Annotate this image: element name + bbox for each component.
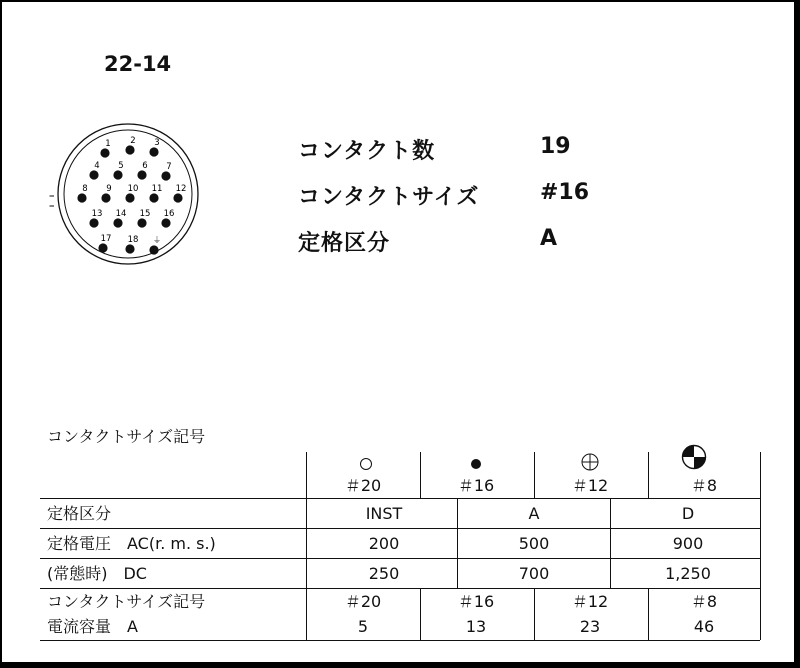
pin-contact: [137, 170, 146, 179]
connector-pin: [149, 184, 162, 203]
connector-pin: [101, 184, 111, 203]
pin-number: 11: [151, 184, 163, 194]
pin-number: 6: [142, 161, 148, 171]
cell-ac-d: 900: [672, 534, 704, 553]
pin-contact: [149, 245, 158, 254]
spec-contact-count-label: コンタクト数: [298, 139, 436, 164]
spec-contact-size-label: コンタクトサイズ: [298, 185, 480, 210]
pin-number: 12: [175, 184, 187, 194]
cell-ac-inst: 200: [368, 534, 400, 553]
header-size-16: ＃16: [457, 476, 495, 495]
pin-contact: [161, 218, 170, 227]
pin-contact: [125, 145, 134, 154]
connector-pin: [149, 138, 159, 157]
row-label-current-capacity: 電流容量 A: [47, 617, 138, 636]
connector-key-notch: [50, 196, 55, 206]
cell-size-20: ＃20: [344, 592, 382, 611]
spec-rating-class-label: 定格区分: [298, 231, 391, 256]
pin-number: 18: [127, 235, 139, 245]
pin-number: 3: [154, 138, 160, 148]
spec-contact-count-value: 19: [540, 134, 571, 159]
pin-contact: [137, 218, 146, 227]
pin-number: 13: [91, 209, 103, 219]
connector-pin: [137, 161, 147, 180]
cell-class-d: D: [681, 504, 695, 523]
connector-pin: [113, 209, 126, 228]
connector-pin: [89, 161, 99, 180]
connector-pin: [125, 136, 135, 155]
pin-contact: [77, 193, 86, 202]
row-label-contact-size: コンタクトサイズ記号: [47, 592, 206, 611]
pin-number: 17: [100, 234, 112, 244]
pin-contact: [113, 170, 122, 179]
pin-contact: [149, 147, 158, 156]
cell-class-inst: INST: [365, 504, 403, 523]
circle-filled-icon: [469, 457, 483, 471]
spec-contact-size-value: #16: [540, 180, 590, 205]
pin-contact: [100, 148, 109, 157]
pin-contact: [89, 218, 98, 227]
pin-number: 1: [105, 139, 111, 149]
cell-size-12: ＃12: [571, 592, 609, 611]
connector-pin: [77, 184, 87, 203]
pin-contact: [125, 193, 134, 202]
pin-contact: [89, 170, 98, 179]
cell-current-20: 5: [357, 617, 369, 636]
cell-current-16: 13: [465, 617, 487, 636]
part-number: 22-14: [104, 52, 172, 76]
pin-number: 10: [127, 184, 139, 194]
circle-cross-icon: [580, 452, 600, 472]
row-label-rating-class: 定格区分: [47, 504, 112, 523]
pin-contact: [149, 193, 158, 202]
connector-pin: [125, 184, 138, 203]
cell-class-a: A: [528, 504, 540, 523]
connector-pin: [113, 161, 123, 180]
pin-contact: [101, 193, 110, 202]
circle-open-icon: [359, 457, 373, 471]
pin-contact: [161, 171, 170, 180]
header-size-20: ＃20: [344, 476, 382, 495]
cell-current-12: 23: [579, 617, 601, 636]
cell-current-8: 46: [693, 617, 715, 636]
connector-pin: [100, 139, 110, 158]
pin-number: 16: [163, 209, 175, 219]
connector-pin: [149, 236, 161, 255]
cell-dc-inst: 250: [368, 564, 400, 583]
pin-number: 4: [94, 161, 100, 171]
circle-quarter-icon: [681, 444, 707, 470]
spec-rating-class-value: A: [540, 226, 558, 251]
row-label-dc-voltage: (常態時) DC: [47, 564, 147, 583]
header-size-12: ＃12: [571, 476, 609, 495]
connector-pin: [89, 209, 102, 228]
cell-size-8: ＃8: [690, 592, 718, 611]
row-label-ac-voltage: 定格電圧 AC(r. m. s.): [47, 534, 216, 553]
connector-pin: [161, 162, 171, 181]
cell-dc-a: 700: [518, 564, 550, 583]
connector-pin: [98, 234, 111, 253]
cell-ac-a: 500: [518, 534, 550, 553]
pin-number: 14: [115, 209, 127, 219]
connector-pin: [173, 184, 186, 203]
pin-number: 7: [166, 162, 172, 172]
cell-size-16: ＃16: [457, 592, 495, 611]
pin-number: 5: [118, 161, 124, 171]
connector-pin: [125, 235, 138, 254]
pin-contact: [113, 218, 122, 227]
connector-pin: [137, 209, 150, 228]
connector-face-diagram: [48, 120, 208, 270]
connector-pin: [161, 209, 174, 228]
pin-group: [77, 136, 186, 255]
pin-number: 8: [82, 184, 88, 194]
pin-number: ⏚: [152, 236, 162, 246]
pin-contact: [125, 244, 134, 253]
table-title: コンタクトサイズ記号: [47, 427, 206, 446]
pin-contact: [98, 243, 107, 252]
pin-contact: [173, 193, 182, 202]
pin-number: 9: [106, 184, 112, 194]
pin-number: 15: [139, 209, 151, 219]
cell-dc-d: 1,250: [665, 564, 711, 583]
header-size-8: ＃8: [690, 476, 718, 495]
pin-number: 2: [130, 136, 136, 146]
